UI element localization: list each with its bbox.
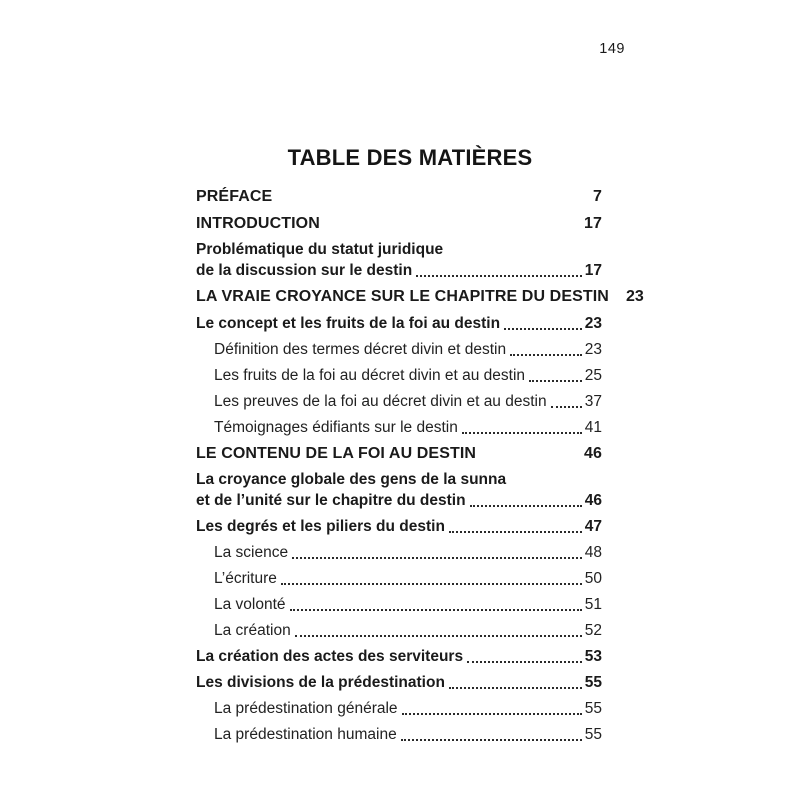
dot-leader [504,328,582,330]
toc-entry-label: Les fruits de la foi au décret divin et au destin [214,367,526,384]
toc-entry-page: 41 [584,419,602,436]
toc-entry-label: La prédestination humaine [214,726,397,743]
toc-entry-label: Les degrés et les piliers du destin [196,518,445,535]
toc-entry [196,391,602,412]
toc-entry-page: 37 [584,393,602,410]
toc-entry-row [196,542,602,563]
toc-entry-row [196,417,602,438]
toc-entry-row [196,698,602,719]
toc-entry [196,646,602,667]
toc-entry-label: INTRODUCTION [196,215,320,232]
toc-entry [196,339,602,360]
dot-leader [551,406,582,408]
toc-entry-label: PRÉFACE [196,188,273,205]
toc-entry-label: La création des actes des serviteurs [196,648,464,665]
toc-entry [196,542,602,563]
toc-entry-label: L’écriture [214,570,277,587]
toc-entry-label: LA VRAIE CROYANCE SUR LE CHAPITRE DU DESTIN [196,288,609,305]
toc-entry [196,698,602,719]
toc-entry-page: 51 [584,596,602,613]
toc-entry-page: 55 [584,726,602,743]
toc-entry-page: 47 [584,518,602,535]
toc-entry-page: 17 [584,215,602,232]
toc-entry-first-line: La croyance globale des gens de la sunna [196,471,507,488]
toc-entry-page: 55 [584,674,602,691]
toc-entry-page: 55 [584,700,602,717]
toc-entry-label: et de l’unité sur le chapitre du destin [196,492,466,509]
toc-entry-row [196,339,602,360]
dot-leader [470,505,582,507]
dot-leader [401,739,582,741]
toc-entry-label: Définition des termes décret divin et destin [214,341,507,358]
toc-entry-label: Les divisions de la prédestination [196,674,445,691]
dot-leader [462,432,582,434]
dot-leader [467,661,582,663]
toc-entry-row [196,568,602,589]
toc-entry-row [196,724,602,745]
toc-entry-row [196,490,602,511]
toc-entry-label: de la discussion sur le destin [196,262,413,279]
toc-entry-row [196,365,602,386]
dot-leader [416,275,582,277]
toc-entry [196,672,602,693]
toc-entry-row [196,646,602,667]
toc-entry-page: 23 [584,341,602,358]
toc-entry-row [196,516,602,537]
toc-entry-page: 50 [584,570,602,587]
toc-entry-label: La création [214,622,291,639]
dot-leader [290,609,582,611]
dot-leader [402,713,582,715]
toc-entry-page: 7 [593,188,602,205]
page-title: TABLE DES MATIÈRES [287,144,533,170]
dot-leader [292,557,582,559]
toc-entry-row [196,313,602,334]
toc-entry-row [196,213,602,234]
dot-leader [449,687,582,689]
toc-entry-first-line: Problématique du statut juridique [196,241,444,258]
toc-entry-page: 25 [584,367,602,384]
toc-list [196,185,644,750]
dot-leader [449,531,582,533]
toc-entry [196,594,602,615]
toc-entry-row [196,443,602,464]
toc-entry [196,443,602,464]
toc-entry-row [196,186,602,207]
dot-leader [295,635,582,637]
toc-entry [196,724,602,745]
toc-entry-page: 53 [584,648,602,665]
toc-entry-page: 23 [584,315,602,332]
dot-leader [510,354,582,356]
toc-entry-row [196,594,602,615]
toc-entry [196,470,602,511]
toc-entry [196,213,602,234]
toc-entry [196,240,602,281]
toc-entry-label: LE CONTENU DE LA FOI AU DESTIN [196,445,477,462]
toc-entry-page: 17 [584,262,602,279]
toc-entry-page: 46 [584,445,602,462]
toc-entry-label: Témoignages édifiants sur le destin [214,419,458,436]
toc-entry-page: 46 [584,492,602,509]
toc-entry [196,568,602,589]
toc-entry-page: 48 [584,544,602,561]
toc-entry [196,365,602,386]
toc-entry [196,186,602,207]
toc-entry-row [196,672,602,693]
toc-entry-label: Le concept et les fruits de la foi au destin [196,315,501,332]
toc-entry-label: La volonté [214,596,286,613]
toc-entry [196,516,602,537]
toc-entry-row [196,286,644,307]
toc-entry-page: 23 [625,288,644,305]
dot-leader [281,583,582,585]
toc-entry-label: La prédestination générale [214,700,398,717]
toc-entry-row [196,260,602,281]
toc-entry-label: Les preuves de la foi au décret divin et au destin [214,393,547,410]
toc-entry-label: La science [214,544,289,561]
toc-entry [196,417,602,438]
page-number: 149 [599,41,625,57]
dot-leader [529,380,582,382]
toc-entry-page: 52 [584,622,602,639]
toc-entry [196,286,644,307]
toc-entry [196,620,602,641]
toc-entry-row [196,620,602,641]
toc-entry-row [196,391,602,412]
toc-entry [196,313,602,334]
